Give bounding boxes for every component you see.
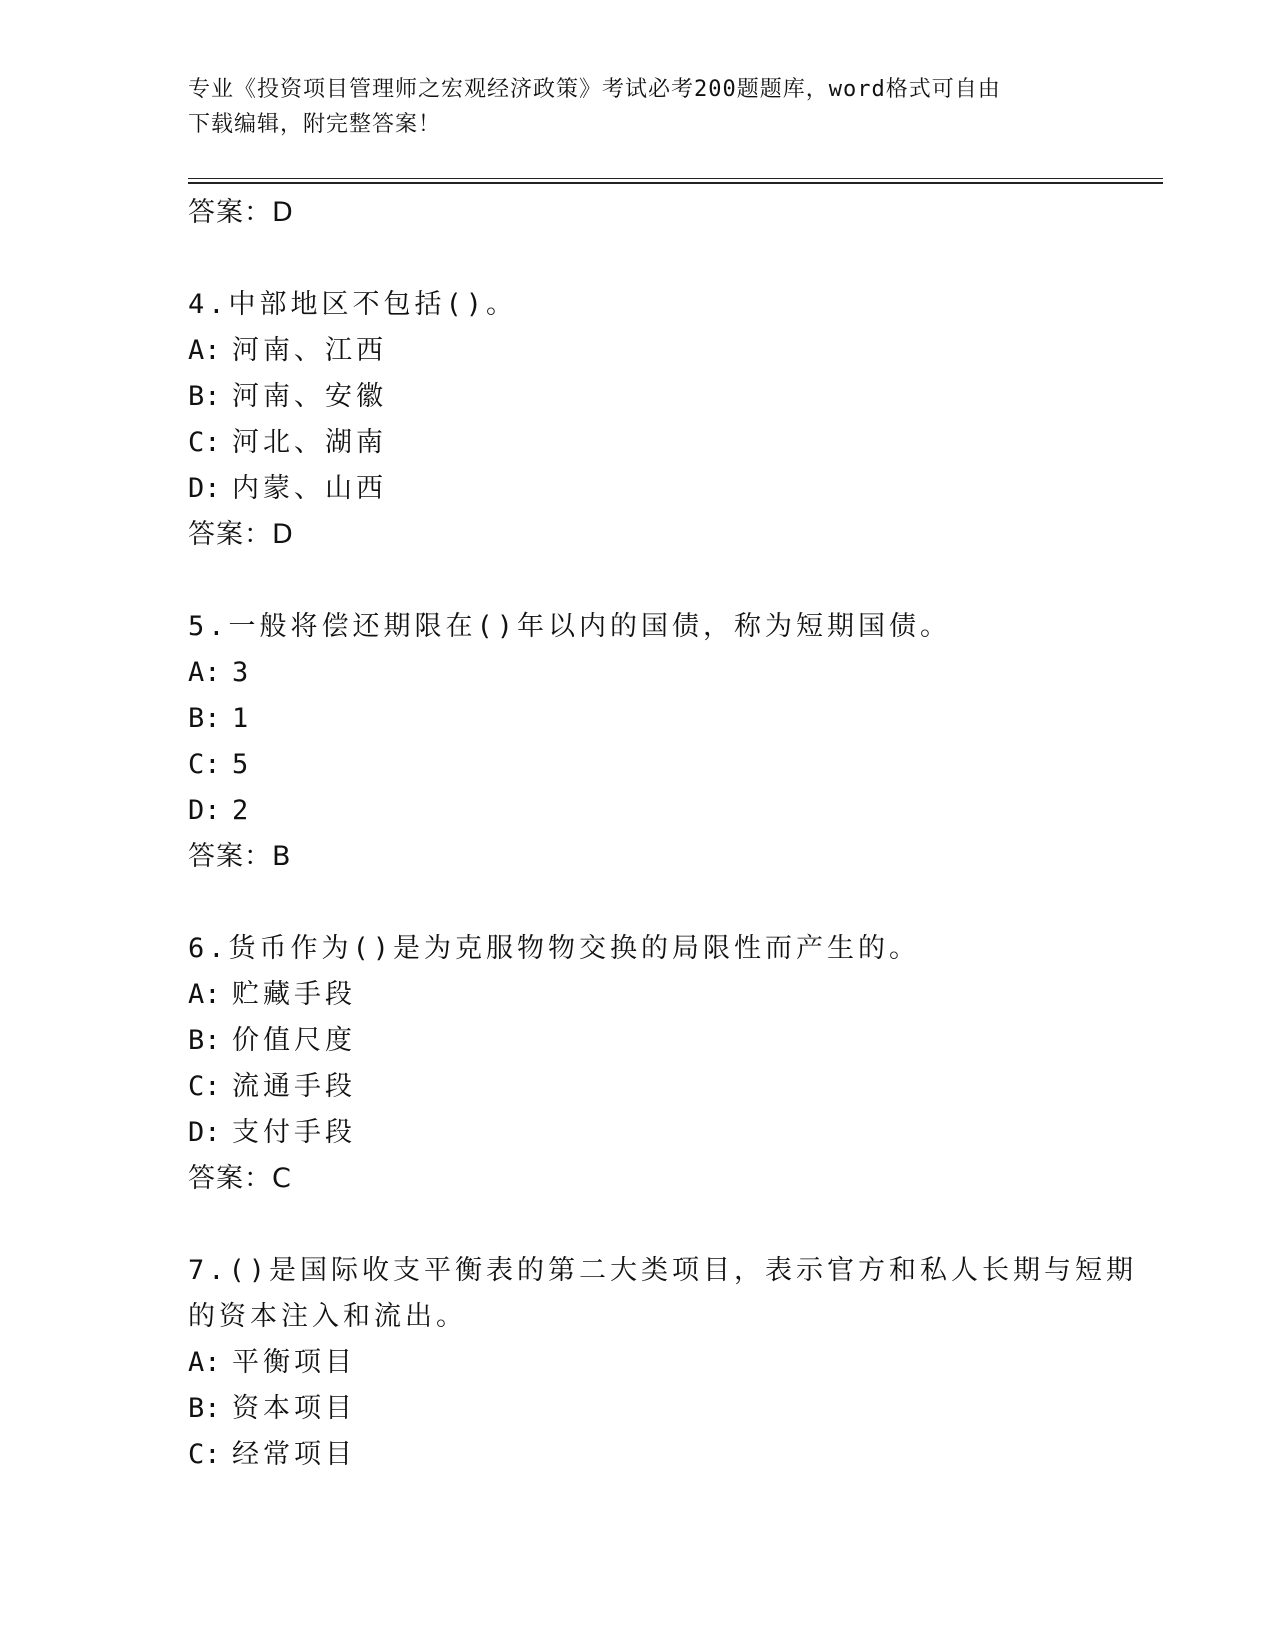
option-text: 河北、湖南: [232, 427, 387, 458]
option-key: B:: [188, 1393, 221, 1424]
option-text: 内蒙、山西: [232, 473, 387, 504]
option-text: 贮藏手段: [232, 979, 356, 1010]
option-key: B:: [188, 381, 221, 412]
answer-line: 答案：B: [188, 841, 292, 872]
option-text: 河南、江西: [232, 335, 387, 366]
spacer: [188, 880, 1088, 926]
option-text: 流通手段: [232, 1071, 356, 1102]
option-key: A:: [188, 335, 221, 366]
spacer: [188, 236, 1088, 282]
option-text: 平衡项目: [232, 1347, 356, 1378]
option-b: [188, 696, 1088, 742]
option-b: [188, 1018, 1088, 1064]
header-line-1: 专业《投资项目管理师之宏观经济政策》考试必考200题题库，word格式可自由: [188, 77, 1001, 102]
question-stem: 5.一般将偿还期限在()年以内的国债，称为短期国债。: [188, 611, 952, 642]
option-c: [188, 1432, 1088, 1478]
option-a: [188, 1340, 1088, 1386]
question-4: [188, 282, 1088, 558]
option-key: A:: [188, 1347, 221, 1378]
option-key: C:: [188, 1439, 221, 1470]
header-line-2: 下载编辑，附完整答案！: [188, 112, 442, 137]
question-stem-line-1: 7.()是国际收支平衡表的第二大类项目，表示官方和私人长期与短期: [188, 1255, 1138, 1286]
option-d: [188, 788, 1088, 834]
option-key: D:: [188, 473, 221, 504]
answer-line: 答案：C: [188, 1163, 292, 1194]
option-key: C:: [188, 427, 221, 458]
option-text: 经常项目: [232, 1439, 356, 1470]
option-key: A:: [188, 979, 221, 1010]
option-text: 5: [232, 749, 253, 780]
option-c: [188, 1064, 1088, 1110]
option-b: [188, 1386, 1088, 1432]
question-stem: 4.中部地区不包括()。: [188, 289, 518, 320]
question-stem-line-2: 的资本注入和流出。: [188, 1301, 467, 1332]
option-text: 价值尺度: [232, 1025, 356, 1056]
option-text: 2: [232, 795, 253, 826]
option-c: [188, 742, 1088, 788]
question-5: [188, 604, 1088, 880]
question-list: [188, 190, 1138, 1478]
question-6: [188, 926, 1088, 1202]
option-key: D:: [188, 1117, 221, 1148]
option-a: [188, 328, 1088, 374]
question-stem: 6.货币作为()是为克服物物交换的局限性而产生的。: [188, 933, 921, 964]
question-7: [188, 1248, 1138, 1478]
previous-answer: 答案：D: [188, 197, 294, 228]
option-a: [188, 650, 1088, 696]
option-key: C:: [188, 1071, 221, 1102]
option-d: [188, 466, 1088, 512]
option-d: [188, 1110, 1088, 1156]
option-a: [188, 972, 1088, 1018]
option-text: 河南、安徽: [232, 381, 387, 412]
header-divider-thick: [188, 182, 1163, 184]
option-text: 1: [232, 703, 253, 734]
option-text: 3: [232, 657, 253, 688]
answer-line: 答案：D: [188, 519, 294, 550]
option-key: C:: [188, 749, 221, 780]
option-key: D:: [188, 795, 221, 826]
option-key: A:: [188, 657, 221, 688]
option-b: [188, 374, 1088, 420]
option-text: 支付手段: [232, 1117, 356, 1148]
option-text: 资本项目: [232, 1393, 356, 1424]
spacer: [188, 558, 1088, 604]
option-key: B:: [188, 1025, 221, 1056]
option-key: B:: [188, 703, 221, 734]
option-c: [188, 420, 1088, 466]
spacer: [188, 1202, 1088, 1248]
header-divider-thin: [188, 178, 1163, 179]
document-header: [188, 72, 1088, 142]
